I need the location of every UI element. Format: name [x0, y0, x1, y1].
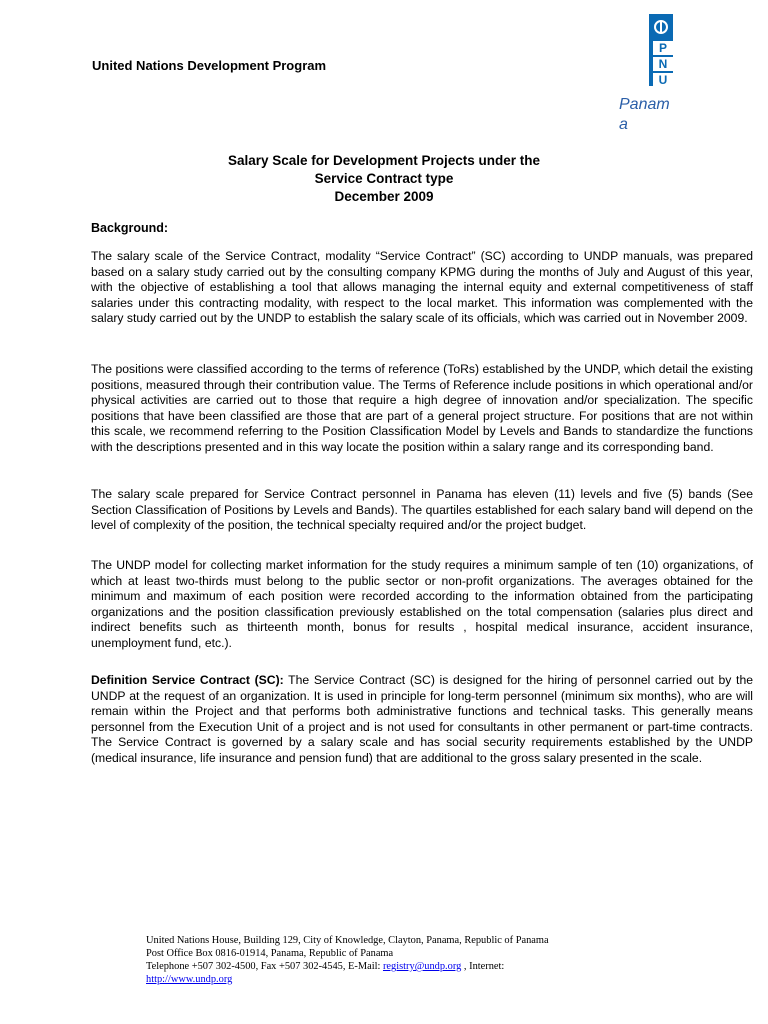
footer-address: United Nations House, Building 129, City of Knowledge, Clayton, Panama, Republic of Panama — [146, 935, 549, 946]
footer — [146, 934, 746, 986]
paragraph-definition — [91, 673, 753, 766]
undp-logo — [649, 14, 673, 86]
logo-letter: N — [653, 57, 673, 71]
paragraph-positions: The positions were classified according to the terms of reference (ToRs) established by the UNDP, which detail the existing positions, measured through their contribution value. The Terms of Reference include positions in which operational and/or physical activities are carried out to those that require a high degree of innovation and/or specialization. The specific positions that have been classified are those that are part of a general project structure. For positions that are not within this scale, we recommend referring to the Position Classification Model by Levels and Bands to standardize the functions with the descriptions presented and in this way locate the position within a salary range and its corresponding band. — [91, 362, 753, 454]
background-heading: Background: — [91, 221, 169, 235]
title-line: Service Contract type — [314, 171, 454, 186]
location-label: Panama — [619, 96, 670, 133]
title-date: December 2009 — [334, 189, 434, 204]
footer-internet-label: , Internet: — [461, 961, 505, 972]
definition-label: Definition Service Contract (SC): — [91, 673, 284, 687]
logo-letter: U — [653, 73, 673, 86]
definition-text: The Service Contract (SC) is designed for the hiring of personnel carried out by the UNDP at the request of an organization. It is used in principle for long-term personnel (minimum six months), who are will remain within the Project and that performs both administrative functions and technical tasks. This generally means personnel from the Execution Unit of a project and is not used for consultants in other permanent or part-time contracts. The Service Contract is governed by a salary scale and has social security requirements established by the UNDP (medical insurance, life insurance and pension fund) that are additional to the gross salary presented in the scale. — [91, 673, 753, 765]
paragraph-salary-study: The salary scale of the Service Contract, modality “Service Contract” (SC) according to UNDP manuals, was prepared based on a salary study carried out by the consulting company KPMG during the months of July and August of this year, with the objective of establishing a tool that allows managing the internal equity and external competitiveness of staff salaries under this contracting modality, with respect to the local market. This information was complemented with the salary study carried out by the UNDP to establish the salary scale of its officials, which was carried out in November 2009. — [91, 249, 753, 325]
logo-letter: P — [653, 41, 673, 55]
footer-contact — [146, 960, 746, 973]
website-link[interactable]: http://www.undp.org — [146, 974, 233, 985]
un-emblem-icon — [654, 20, 668, 34]
document-title — [92, 152, 676, 206]
footer-po-box: Post Office Box 0816-01914, Panama, Republic of Panama — [146, 948, 394, 959]
footer-phone-fax: Telephone +507 302-4500, Fax +507 302-4545, E-Mail: — [146, 961, 383, 972]
paragraph-undp-model: The UNDP model for collecting market information for the study requires a minimum sample of ten (10) organizations, of which at least two-thirds must belong to the public sector or non-profit organizations. The averages obtained for the minimum and maximum of each position were recorded according to the information obtained from the participating organizations and the position classification previously established on the total compensation (salaries plus direct and indirect benefits such as thirteenth month, bonus for results , hospital medical insurance, accident insurance, unemployment fund, etc.). — [91, 558, 753, 650]
email-link[interactable]: registry@undp.org — [382, 961, 462, 972]
organization-header: United Nations Development Program — [92, 58, 327, 73]
title-line: Salary Scale for Development Projects under the — [227, 153, 541, 168]
paragraph-salary-scale: The salary scale prepared for Service Contract personnel in Panama has eleven (11) levels and five (5) bands (See Section Classification of Positions by Levels and Bands). The quartiles established for each salary band will depend on the level of complexity of the position, the technical specialty required and/or the project budget. — [91, 487, 753, 532]
